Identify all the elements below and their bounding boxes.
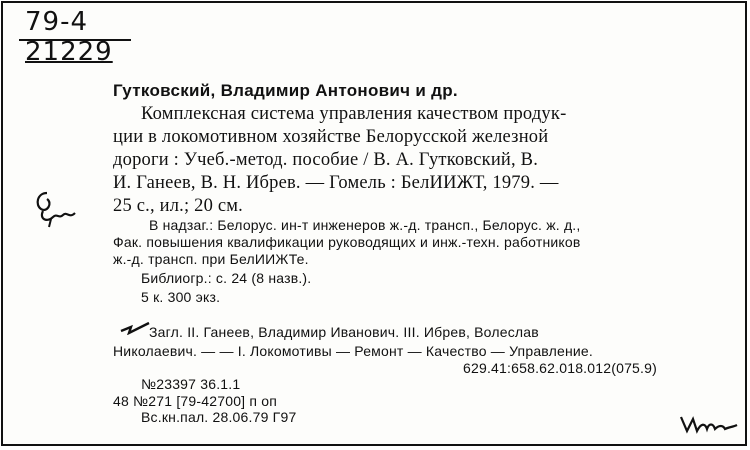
call-number-top: 79-4 [25,7,89,37]
pen-check-mark [119,321,151,335]
note-line: В надзаг.: Белорус. ин-т инженеров ж.-д. трансп., Белорус. ж. д., [149,217,581,233]
author-heading: Гутковский, Владимир Антонович и др. [113,81,458,100]
handwritten-mark-right [679,411,739,437]
description-line: И. Ганеев, В. Н. Ибрев. — Гомель : БелИИЖТ, 1979. — [113,173,559,193]
tracing-line: Загл. II. Ганеев, Владимир Иванович. III. Ибрев, Волеслав [149,324,539,340]
call-number-bottom: 21229 [25,37,113,67]
note-line: Фак. повышения квалификации руководящих и инж.-техн. работников [113,234,581,250]
catalog-card [1,1,747,446]
record-line: 48 №271 [79-42700] п оп [113,393,278,409]
description-line: 25 с., ил.; 20 см. [113,196,244,216]
price-print-run: 5 к. 300 экз. [141,289,221,305]
record-line: №23397 36.1.1 [141,376,241,392]
description-line: дороги : Учеб.-метод. пособие / В. А. Гутковский, В. [113,150,539,170]
bibliography-note: Библиогр.: с. 24 (8 назв.). [141,270,312,286]
description-line: ции в локомотивном хозяйстве Белорусской железной [113,127,549,147]
record-line: Вс.кн.пал. 28.06.79 Г97 [141,409,297,425]
description-line: Комплексная система управления качеством продук- [141,104,567,124]
handwritten-mark-left [33,189,79,229]
note-line: ж.-д. трансп. при БелИИЖТе. [113,251,309,267]
udc-classification: 629.41:658.62.018.012(075.9) [463,360,657,376]
tracing-line: Николаевич. — — I. Локомотивы — Ремонт — Качество — Управление. [113,343,594,359]
